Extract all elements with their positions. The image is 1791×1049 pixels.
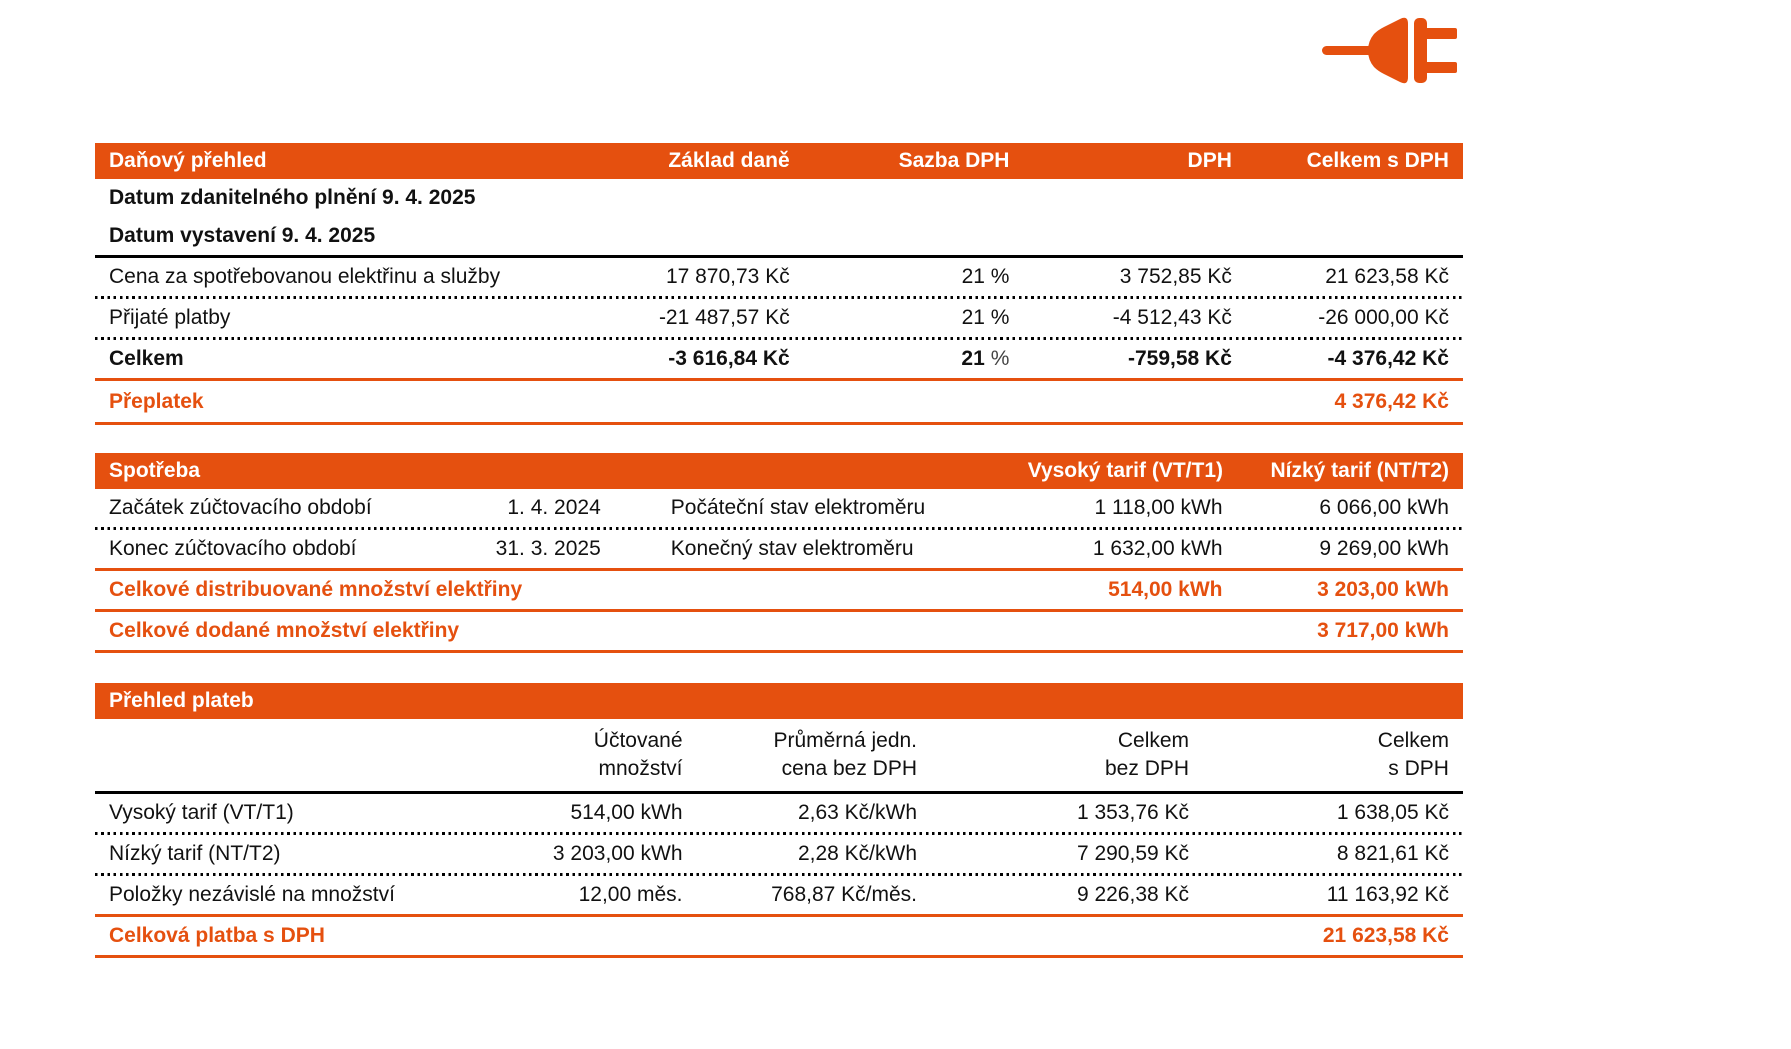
high-tariff-value: 1 118,00 kWh (1094, 496, 1223, 519)
col-header-avg-unit-price: Průměrná jedn. cena bez DPH (773, 729, 918, 780)
table-row-received-payments (95, 299, 1463, 337)
taxable-supply-date (95, 179, 1463, 217)
issue-date-label: Datum vystavení 9. 4. 2025 (109, 224, 376, 247)
payments-header-row (95, 683, 1463, 719)
table-row-period-end (95, 530, 1463, 568)
unit-price-value: 768,87 Kč/měs. (771, 883, 918, 906)
col-header-celkem-s-dph: Celkem s DPH (1306, 149, 1449, 172)
col-header-total-net: Celkem bez DPH (1105, 729, 1190, 780)
total-with-vat-total: -4 376,42 Kč (1327, 347, 1449, 370)
vat-rate-number: 21 (961, 347, 985, 370)
row-label: Konec zúčtovacího období (109, 537, 357, 560)
period-end-date: 31. 3. 2025 (495, 537, 601, 560)
low-tariff-value: 9 269,00 kWh (1319, 537, 1449, 560)
col-header-low-tariff: Nízký tarif (NT/T2) (1270, 459, 1449, 482)
low-tariff-total: 3 203,00 kWh (1317, 578, 1449, 601)
vat-rate-value: 21 % (961, 306, 1010, 329)
supplied-total-label: Celkové dodané množství elektřiny (109, 619, 460, 642)
total-label: Celkem (109, 347, 184, 370)
payments-column-headers (95, 719, 1463, 791)
table-row-supplied-total (95, 612, 1463, 650)
table-row-quantity-independent (95, 876, 1463, 914)
vat-total: -759,58 Kč (1127, 347, 1232, 370)
col-header-total-gross: Celkem s DPH (1377, 729, 1449, 780)
col-header-zaklad-dane: Základ daně (668, 149, 790, 172)
total-payment-label: Celková platba s DPH (109, 924, 325, 947)
total-with-vat-value: -26 000,00 Kč (1318, 306, 1449, 329)
row-label: Přijaté platby (109, 306, 231, 329)
consumption-header-row (95, 453, 1463, 489)
table-row-tax-total (95, 340, 1463, 378)
quantity-value: 12,00 měs. (578, 883, 683, 906)
divider (95, 955, 1463, 958)
table-row-high-tariff (95, 794, 1463, 832)
taxable-supply-date-label: Datum zdanitelného plnění 9. 4. 2025 (109, 186, 476, 209)
table-row-distributed-total (95, 571, 1463, 609)
net-total-value: 7 290,59 Kč (1076, 842, 1190, 865)
col-header-billed-quantity: Účtované množství (593, 729, 683, 780)
net-total-value: 9 226,38 Kč (1076, 883, 1190, 906)
payments-table-title: Přehled plateb (109, 689, 254, 712)
tax-overview-table (95, 143, 1463, 425)
tax-base-value: -21 487,57 Kč (658, 306, 790, 329)
vat-rate-value: 21 % (961, 265, 1010, 288)
col-header-sazba-dph: Sazba DPH (898, 149, 1010, 172)
invoice-content (95, 143, 1463, 958)
overpayment-value: 4 376,42 Kč (1334, 389, 1449, 413)
issue-date (95, 217, 1463, 255)
gross-total-value: 1 638,05 Kč (1336, 801, 1449, 824)
table-row-electricity-price (95, 258, 1463, 296)
period-start-date: 1. 4. 2024 (507, 496, 601, 519)
row-label: Vysoký tarif (VT/T1) (109, 801, 294, 824)
gross-total-value: 8 821,61 Kč (1336, 842, 1449, 865)
net-total-value: 1 353,76 Kč (1076, 801, 1190, 824)
quantity-value: 3 203,00 kWh (552, 842, 683, 865)
payments-table (95, 683, 1463, 958)
high-tariff-total: 514,00 kWh (1108, 578, 1223, 601)
total-payment-value: 21 623,58 Kč (1322, 924, 1449, 947)
unit-price-value: 2,28 Kč/kWh (797, 842, 918, 865)
row-label: Začátek zúčtovacího období (109, 496, 372, 519)
meter-final-label: Konečný stav elektroměru (670, 537, 914, 560)
table-row-low-tariff (95, 835, 1463, 873)
high-tariff-value: 1 632,00 kWh (1092, 537, 1223, 560)
total-with-vat-value: 21 623,58 Kč (1325, 265, 1449, 288)
meter-initial-label: Počáteční stav elektroměru (670, 496, 926, 519)
tax-table-header-row (95, 143, 1463, 179)
vat-rate-total (790, 347, 1010, 371)
table-row-total-payment (95, 917, 1463, 955)
distributed-total-label: Celkové distribuované množství elektřiny (109, 578, 523, 601)
row-label: Nízký tarif (NT/T2) (109, 842, 281, 865)
low-tariff-total: 3 717,00 kWh (1317, 619, 1449, 642)
tax-base-value: 17 870,73 Kč (665, 265, 790, 288)
table-row-overpayment (95, 381, 1463, 422)
low-tariff-value: 6 066,00 kWh (1319, 496, 1449, 519)
tax-base-total: -3 616,84 Kč (668, 347, 790, 370)
vat-value: 3 752,85 Kč (1119, 265, 1232, 288)
row-label: Položky nezávislé na množství (109, 883, 395, 906)
col-header-dph: DPH (1187, 149, 1232, 172)
unit-price-value: 2,63 Kč/kWh (797, 801, 918, 824)
overpayment-label: Přeplatek (109, 389, 204, 413)
table-row-period-start (95, 489, 1463, 527)
row-label: Cena za spotřebovanou elektřinu a služby (109, 265, 501, 288)
power-plug-icon (1322, 8, 1457, 93)
consumption-table (95, 453, 1463, 653)
consumption-table-title: Spotřeba (109, 459, 201, 482)
gross-total-value: 11 163,92 Kč (1326, 883, 1449, 906)
percent-sign: % (990, 347, 1010, 370)
vat-value: -4 512,43 Kč (1112, 306, 1232, 329)
quantity-value: 514,00 kWh (570, 801, 683, 824)
col-header-high-tariff: Vysoký tarif (VT/T1) (1027, 459, 1223, 482)
tax-table-title: Daňový přehled (109, 149, 267, 172)
